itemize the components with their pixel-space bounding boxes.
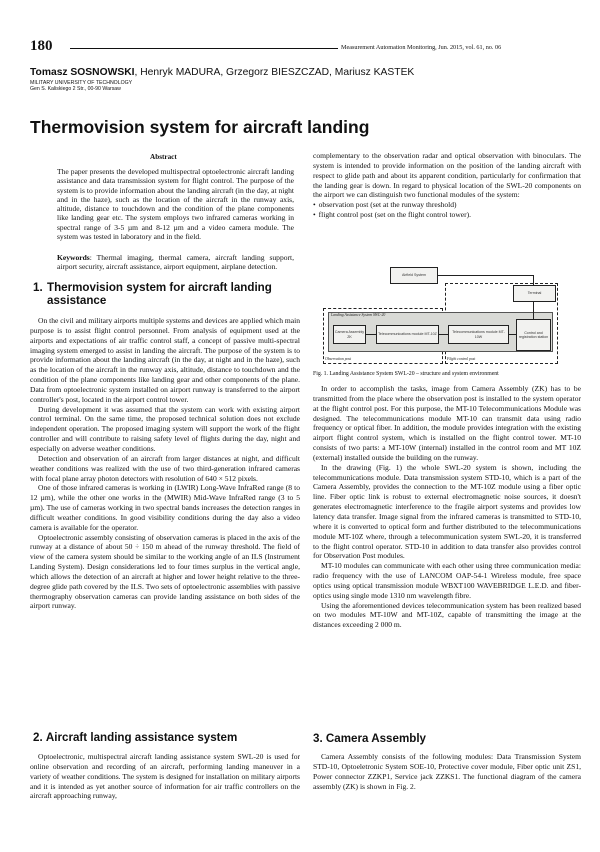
abstract-heading: Abstract: [150, 153, 177, 161]
paragraph: During development it was assumed that the system can work with existing airport control terminal. On the same time, the proposed technical solution does not exclude independent operation. The proposed imaging system will support the work of the flight controller and will contribute to raising safety level of flights during the day, night and especially on adverse weather conditions.: [30, 404, 300, 453]
section-2-body-continued: [313, 384, 581, 630]
camera-assembly-box: Camera Assembly ZK: [333, 325, 366, 344]
control-station-box: Control and registration station: [516, 319, 551, 351]
paragraph: On the civil and military airports multiple systems and devices are applied which main purpose is to assist flight control personnel. From analysis of equipment used at the airports and expectations of air traffic control staff, a concept of passive multi-spectral imaging system emerged to assist in landing the aircraft. The purpose of the system is to provide information about the landing aircraft (in the day, at night and in the haze), such as the location of the aircraft in the runway axis, altitude, distance to touchdown and the condition of the plane components like landing gear and other components of the plane. Data from optoelectronic system installed on airport runway is transferred to the airport controller's post, located in the airport control tower.: [30, 316, 300, 404]
airfield-system-box: Airfield System: [390, 267, 438, 284]
paragraph: Optoelectronic assembly consisting of observation cameras is placed in the axis of the runway at a distance of about 50 ÷ 150 m ahead of the runway threshold. The field of view of the camera system should be similar to the working angle of an ILS (Instrument Landing System). Design considerations led to four times surplus in the vertical angle, which allows the detection of an aircraft at higher and lower height relative to the three-degree glide path covered by the ILS. Two sets of optoelectronic assemblies with passive thermography observation cameras can provide landing assistance on both sides of the airport runway.: [30, 532, 300, 611]
paragraph: Optoelectronic, multispectral aircraft landing assistance system SWL-20 is used for online observation and recording of an aircraft, performing landing maneuver in a variety of weather conditions. The system is designed for installation on military airports and it is intended as yet another source of information for air traffic controllers on the aircraft approaching runway,: [30, 752, 300, 801]
paragraph: MT-10 modules can communicate with each other using three communication media: radio frequency with the use of LANCOM OAP-54-1 Wireless module, free space optics using optical transmission module WBXT100 WAVEBRIDGE L.E.D. and fiber-optics using single mode 1310 nm wavelength fibre.: [313, 561, 581, 600]
journal-citation: Measurement Automation Monitoring, Jun. 2015, vol. 61, no. 06: [341, 44, 502, 51]
mt10w-box: Telecommunications module MT-10W: [448, 325, 509, 344]
flight-control-post-label: Flight control post: [447, 357, 476, 361]
figure-1-caption: Fig. 1. Landing Assistance System SWL-20 – structure and system environment: [313, 371, 499, 377]
paragraph: complementary to the observation radar and optical observation with binoculars. The system is intended to provide information on the position of the landing aircraft with respect to glide path and about its apparent condition, particularly for confirmation that the landing gear is down. In regard to physical location of the SWL-20 components on the airport we can distinguish two functional modules of the system:: [313, 151, 581, 200]
connector-arrow: [366, 334, 376, 335]
abstract-text: The paper presents the developed multispectral optoelectronic aircraft landing assistance and data transmission system for flight control. The purpose of the system is to provide information about the landing aircraft (in the day, at night and in the haze), such as the location of the aircraft in the runway axis, altitude, distance to touchdown and the condition of the plane components like landing gear etc. The system employs two infrared cameras working in spectral range of 3-5 µm and 8-12 µm and a video camera module. The system was tested in laboratory and in the field.: [57, 167, 294, 242]
affiliation-name: MILITARY UNIVERSITY OF TECHNOLOGY: [30, 80, 133, 86]
affiliation: [30, 80, 132, 93]
paragraph: Camera Assembly consists of the following modules: Data Transmission System STD-10, Optoeletronic System SOE-10, Protective cover module, Fiber optic unit ZS1, Power connector ZZKP1, Service jack ZZKS1. The functional diagram of the camera assembly (ZK) is shown in Fig. 2.: [313, 752, 581, 791]
section-3-heading: [313, 732, 426, 745]
connector-arrow: [533, 302, 534, 319]
first-author: Tomasz SOSNOWSKI: [30, 67, 135, 78]
module-list: [313, 200, 581, 220]
author-list: [30, 67, 414, 78]
section-1-body: [30, 316, 300, 611]
keywords: [57, 253, 294, 272]
list-item: • observation post (set at the runway threshold): [313, 200, 581, 210]
section-1-heading: [33, 281, 293, 307]
connector-arrow: [509, 334, 516, 335]
connector-arrow: [438, 275, 534, 276]
section-number: 2.: [33, 731, 43, 744]
observation-post-label: Observation post: [325, 357, 352, 361]
paragraph: In the drawing (Fig. 1) the whole SWL-20 system is shown, including the telecommunications module. Data transmission system STD-10, which is a part of the Camera Assembly, provides the connection to the MT-10Z module using a fiber optic line. Fiber optic link is robust to external electromagnetic noise sources, it doesn't generates electromagnetic interference to the fragile airport systems and provides low latency data transfer. Image signal from the infrared cameras is transmitted to STD-10, where it is converted to optical form and further distributed to the telecommunications module MT-10Z where, through a telecommunication system SWL-20, it is transferred to the flight control operator. STD-10 in addition to data transfer also provides control for Observation Post modules.: [313, 462, 581, 561]
paragraph: Using the aforementioned devices telecommunication system has been realized based on two modules MT-10W and MT-10Z, capable of transmitting the image at the distances exceeding 2 000 m.: [313, 600, 581, 630]
section-title: Camera Assembly: [325, 732, 427, 745]
mt10z-box: Telecommunications module MT-10Z: [376, 325, 439, 344]
section-title: Aircraft landing assistance system: [45, 731, 238, 744]
paper-title: Thermovision system for aircraft landing: [30, 117, 370, 137]
system-label: Landing Assistance System SWL-20: [331, 313, 386, 317]
affiliation-address: Gen S. Kaliskiego 2 Str., 00-90 Warsaw: [30, 86, 121, 93]
section-2-body-right: [313, 151, 581, 220]
section-3-body: [313, 752, 581, 791]
paragraph: Detection and observation of an aircraft from larger distances at night, and difficult weather conditions was realized with the use of two third-generation infrared cameras with focal plane array photon detectors with resolution of 640 × 512 pixels.: [30, 453, 300, 483]
list-item: • flight control post (set on the flight control tower).: [313, 210, 581, 220]
section-title: Thermovision system for aircraft landing assistance: [47, 281, 272, 307]
section-2-heading: [33, 731, 237, 744]
keywords-text: : Thermal imaging, thermal camera, aircraft landing support, airport security, aircraft assistance, airport equipment, airplane detection.: [57, 253, 294, 272]
header-rule: [70, 48, 338, 49]
connector-arrow: [439, 334, 448, 335]
co-authors: , Henryk MADURA, Grzegorz BIESZCZAD, Mariusz KASTEK: [134, 67, 415, 78]
paragraph: In order to accomplish the tasks, image from Camera Assembly (ZK) has to be transmitted from the place where the observation post is installed to the system operator at the flight control post. For this purpose, the MT-10 Telecommunications Module was designed. The telecommunications module MT-10 can transmit data using radio frequency or optical fiber. In addition, the module provides integration with the existing airport flight control system, which is installed on the flight control tower. MT-10 consists of two parts: a MT-10W (internal) installed in the control room and MT 10Z (external) installed outside the building on the runway.: [313, 384, 581, 462]
connector-arrow: [533, 275, 534, 285]
page-number: 180: [30, 38, 53, 54]
section-number: 3.: [313, 732, 323, 745]
keywords-label: Keywords: [57, 253, 90, 262]
abstract: [57, 167, 294, 241]
paragraph: One of those infrared cameras is working in (LWIR) Long-Wave InfraRed range (8 to 12 µm), while the other one works in the (MWIR) Mid-Wave InfraRed range (3 to 5 µm). The use of cameras working in two spectral bands increases the detection ranges in difficult weather conditions. In good visibility conditions during the day also a video camera is available for the operator.: [30, 483, 300, 532]
section-2-body-left: [30, 752, 300, 801]
terminal-box: Terminal: [513, 285, 556, 302]
section-number: 1.: [33, 281, 43, 294]
